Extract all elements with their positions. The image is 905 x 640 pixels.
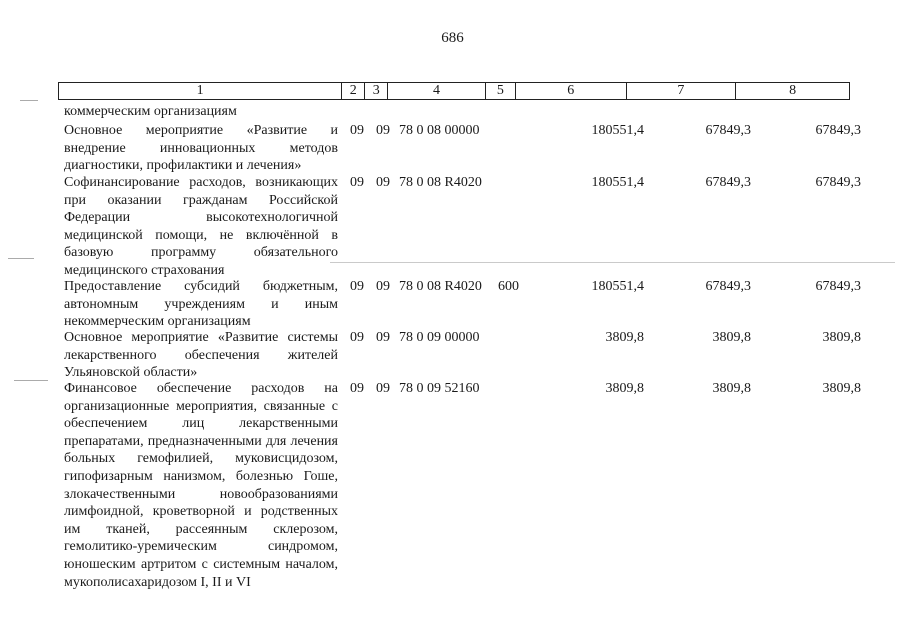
continuation-text: коммерческим организациям [64, 104, 237, 119]
row-csr: 78 0 08 R4020 [399, 279, 482, 294]
row-value-8: 67849,3 [815, 175, 861, 190]
table-header [58, 82, 850, 100]
row-value-6: 3809,8 [605, 381, 644, 396]
row-value-6: 3809,8 [605, 330, 644, 345]
row-rz: 09 [350, 381, 364, 396]
header-col-7: 7 [627, 83, 737, 99]
row-value-8: 3809,8 [822, 381, 861, 396]
row-value-6: 180551,4 [591, 123, 644, 138]
row-pr: 09 [376, 330, 390, 345]
row-pr: 09 [376, 279, 390, 294]
row-value-7: 67849,3 [705, 279, 751, 294]
header-col-5: 5 [486, 83, 516, 99]
row-csr: 78 0 09 52160 [399, 381, 480, 396]
row-rz: 09 [350, 330, 364, 345]
row-description: Основное мероприятие «Развитие системы лекарственного обеспечения жителей Ульяновской области» [64, 330, 338, 381]
row-rz: 09 [350, 123, 364, 138]
scan-artifact [8, 258, 34, 259]
row-value-7: 67849,3 [705, 175, 751, 190]
row-pr: 09 [376, 123, 390, 138]
row-rz: 09 [350, 279, 364, 294]
scan-artifact [14, 380, 48, 381]
row-pr: 09 [376, 175, 390, 190]
row-value-7: 3809,8 [712, 381, 751, 396]
header-col-6: 6 [516, 83, 627, 99]
row-value-6: 180551,4 [591, 175, 644, 190]
scan-artifact [20, 100, 38, 101]
row-csr: 78 0 09 00000 [399, 330, 480, 345]
row-description: Софинансирование расходов, возникающих при оказании гражданам Российской Федерации высокотехнологичной медицинской помощи, не включённой в базовую программу обязательного медицинского страхования [64, 175, 338, 278]
row-pr: 09 [376, 381, 390, 396]
row-rz: 09 [350, 175, 364, 190]
row-value-7: 67849,3 [705, 123, 751, 138]
page-number: 686 [441, 30, 464, 46]
row-csr: 78 0 08 R4020 [399, 175, 482, 190]
row-description: Предоставление субсидий бюджетным, автономным учреждениям и иным некоммерческим организациям [64, 279, 338, 330]
row-value-8: 67849,3 [815, 123, 861, 138]
row-description: Финансовое обеспечение расходов на организационные мероприятия, связанные с обеспечением лиц лекарственными препаратами, предназначенными для лечения больных гемофилией, муковисцидозом, гипофизарным нанизмом, болезнью Гоше, злокачественными новообразованиями лимфоидной, кроветворной и родственных им тканей, рассеянным склерозом, гемолитико-уремическим синдромом, юношеским артритом с системным началом, мукополисахаридозом I, II и VI [64, 381, 338, 590]
header-col-2: 2 [342, 83, 365, 99]
row-vr: 600 [498, 279, 519, 294]
header-col-8: 8 [789, 83, 797, 98]
row-value-8: 3809,8 [822, 330, 861, 345]
row-value-6: 180551,4 [591, 279, 644, 294]
row-description: Основное мероприятие «Развитие и внедрение инновационных методов диагностики, профилактики и лечения» [64, 123, 338, 174]
scan-artifact [330, 262, 895, 263]
header-col-1: 1 [59, 83, 342, 99]
row-csr: 78 0 08 00000 [399, 123, 480, 138]
header-col-3: 3 [365, 83, 388, 99]
row-value-8: 67849,3 [815, 279, 861, 294]
row-value-7: 3809,8 [712, 330, 751, 345]
header-col-4: 4 [388, 83, 486, 99]
